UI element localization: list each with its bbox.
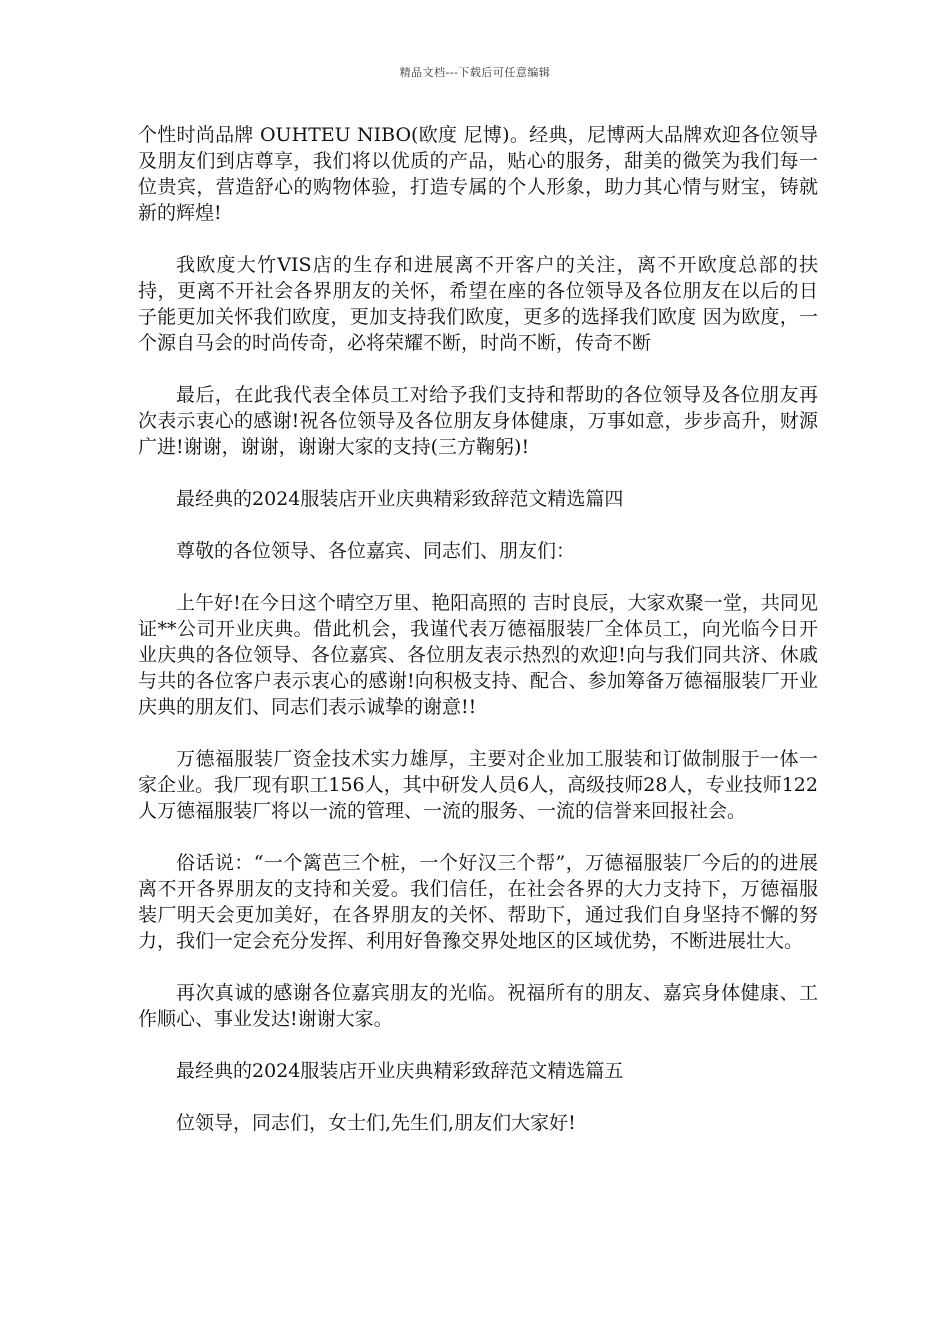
section-heading-4: 最经典的2024服装店开业庆典精彩致辞范文精选篇四 xyxy=(176,488,624,510)
document-body xyxy=(138,122,818,1162)
paragraph-6: 俗话说：“一个篱芭三个桩，一个好汉三个帮”，万德福服装厂今后的的进展离不开各界朋友的支持和关爱。我们信任，在社会各界的大力支持下，万德福服装厂明天会更加美好，在各界朋友的关怀、帮助下，通过我们自身坚持不懈的努力，我们一定会充分发挥、利用好鲁豫交界处地区的区域优势，不断进展壮大。 xyxy=(138,852,818,952)
paragraph-4: 上午好!在今日这个晴空万里、艳阳高照的 吉时良辰，大家欢聚一堂，共同见证**公司开业庆典。借此机会，我谨代表万德福服装厂全体员工，向光临今日开业庆典的各位领导、各位嘉宾、各位朋友表示热烈的欢迎!向与我们同共济、休戚与共的各位客户表示衷心的感谢!向积极支持、配合、参加筹备万德福服装厂开业庆典的朋友们、同志们表示诚挚的谢意!! xyxy=(138,592,818,718)
paragraph-2: 我欧度大竹VIS店的生存和进展离不开客户的关注，离不开欧度总部的扶持，更离不开社会各界朋友的关怀，希望在座的各位领导及各位朋友在以后的日子能更加关怀我们欧度，更加支持我们欧度，更多的选择我们欧度 因为欧度，一个源自马会的时尚传奇，必将荣耀不断，时尚不断，传奇不断 xyxy=(138,254,818,354)
salutation: 尊敬的各位领导、各位嘉宾、同志们、朋友们： xyxy=(176,540,576,562)
page-header: 精品文档---下载后可任意编辑 xyxy=(399,66,551,79)
paragraph-3: 最后，在此我代表全体员工对给予我们支持和帮助的各位领导及各位朋友再次表示衷心的感谢!祝各位领导及各位朋友身体健康，万事如意，步步高升，财源广进!谢谢，谢谢，谢谢大家的支持(三方鞠躬)! xyxy=(138,384,818,458)
paragraph-5: 万德福服装厂资金技术实力雄厚，主要对企业加工服装和订做制服于一体一家企业。我厂现有职工156人，其中研发人员6人，高级技师28人，专业技师122人万德福服装厂将以一流的管理、一流的服务、一流的信誉来回报社会。 xyxy=(138,748,818,822)
paragraph-1: 个性时尚品牌 OUHTEU NIBO(欧度 尼博)。经典，尼博两大品牌欢迎各位领导及朋友们到店尊享，我们将以优质的产品，贴心的服务，甜美的微笑为我们每一位贵宾，营造舒心的购物体验，打造专属的个人形象，助力其心情与财宝，铸就新的辉煌! xyxy=(138,124,818,224)
section-heading-5: 最经典的2024服装店开业庆典精彩致辞范文精选篇五 xyxy=(176,1060,624,1082)
paragraph-7: 再次真诚的感谢各位嘉宾朋友的光临。祝福所有的朋友、嘉宾身体健康、工作顺心、事业发达!谢谢大家。 xyxy=(138,982,818,1030)
greeting: 位领导，同志们，女士们,先生们,朋友们大家好! xyxy=(176,1112,576,1134)
